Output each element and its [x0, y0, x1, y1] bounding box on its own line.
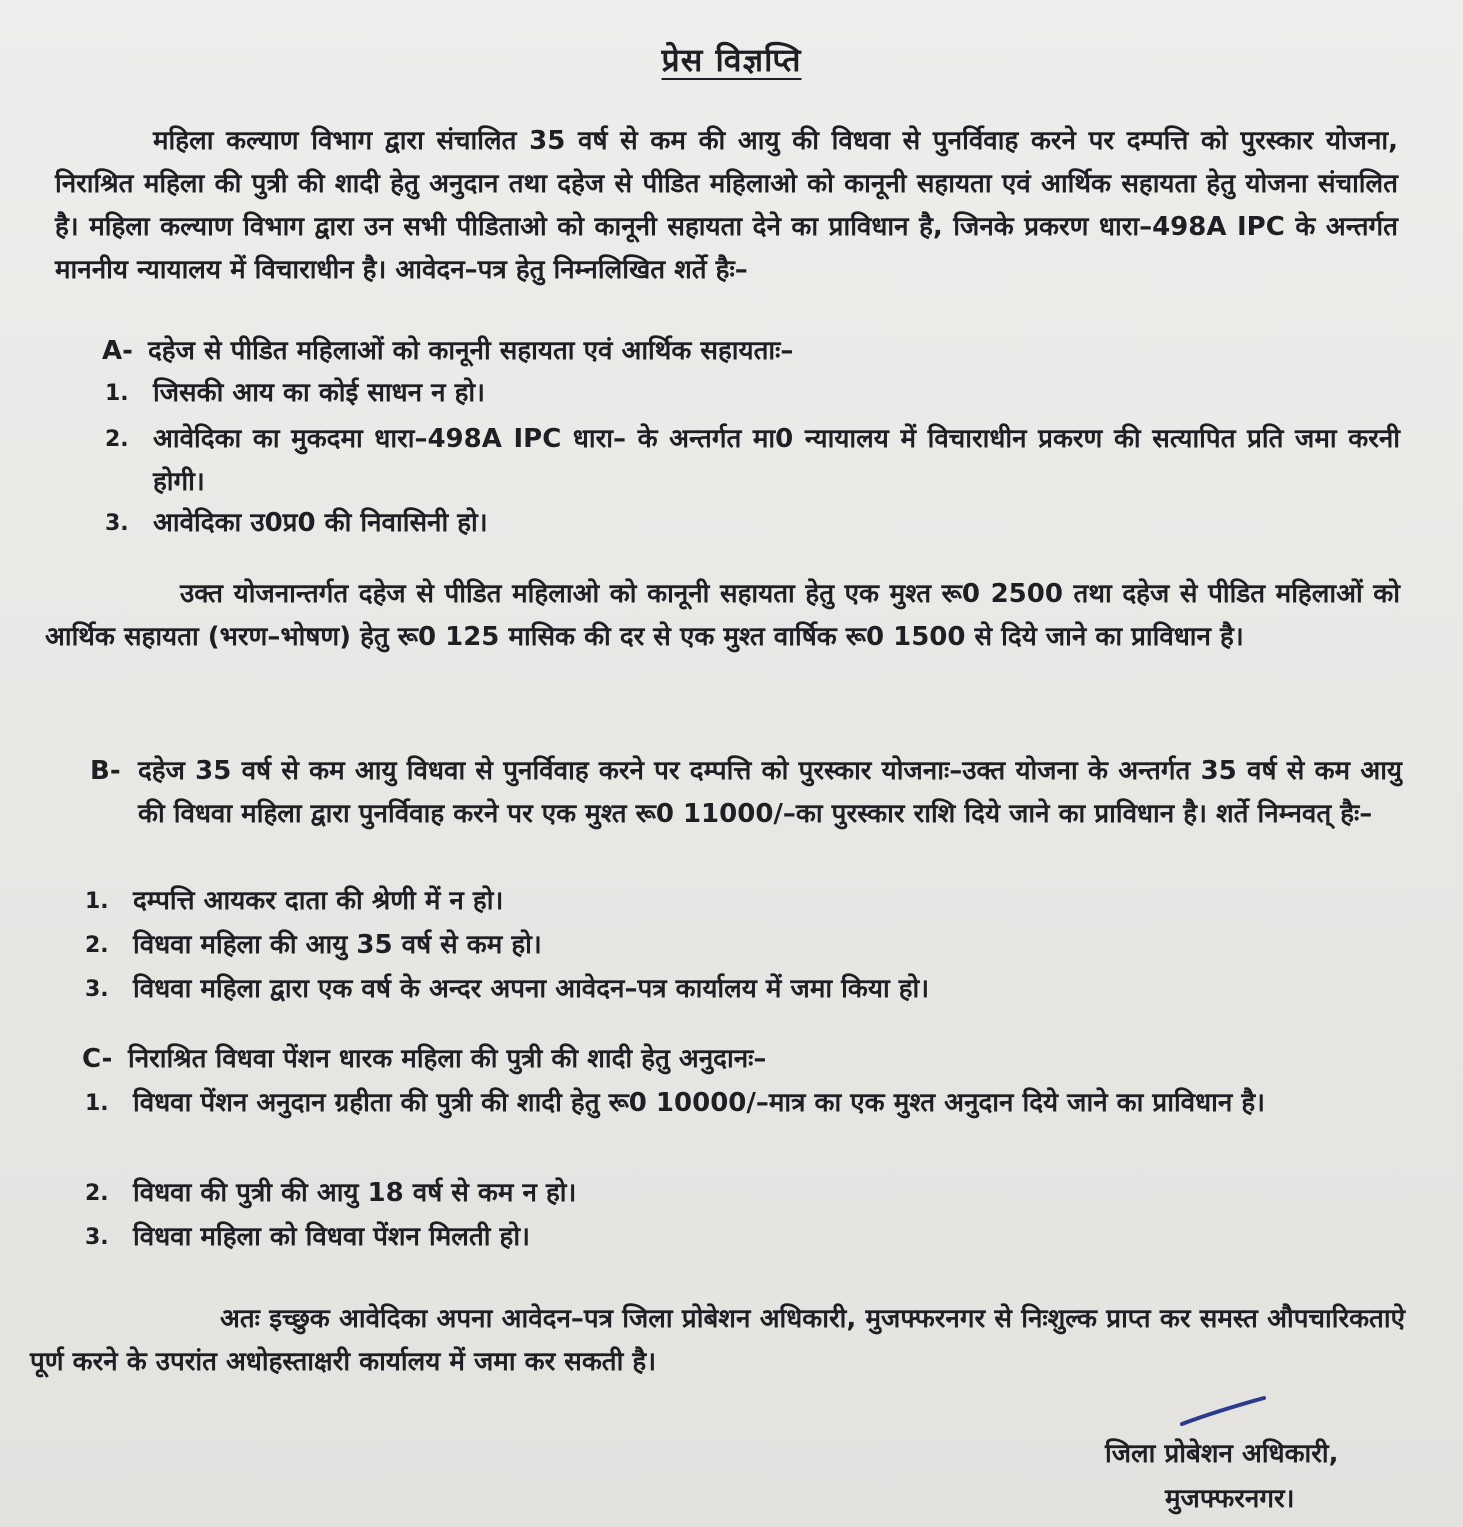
item-text: जिसकी आय का कोई साधन न हो।	[153, 378, 485, 408]
item-text: दम्पत्ति आयकर दाता की श्रेणी में न हो।	[133, 886, 504, 916]
item-number: 1.	[105, 381, 129, 406]
item-text: विधवा पेंशन अनुदान ग्रहीता की पुत्री की शादी हेतु रू0 10000/–मात्र का एक मुश्त अनुदान दिये जाने का प्राविधान है।	[133, 1088, 1266, 1118]
section-a-item-3	[105, 502, 1400, 545]
section-a-item-1	[105, 372, 1400, 415]
section-c-item-3	[85, 1216, 1405, 1259]
signatory-title: जिला प्रोबेशन अधिकारी,	[1105, 1439, 1339, 1469]
section-a-heading	[102, 330, 1402, 373]
page-title: प्रेस विज्ञप्ति	[661, 41, 802, 79]
item-number: 1.	[85, 1091, 109, 1116]
section-c-item-1	[85, 1082, 1405, 1125]
item-number: 2.	[105, 427, 129, 452]
item-number: 3.	[105, 511, 129, 536]
section-a-label: A-	[102, 336, 133, 366]
signature-mark	[1178, 1392, 1268, 1432]
section-b-heading	[90, 750, 1402, 836]
section-c-item-2	[85, 1172, 1405, 1215]
section-a-note: उक्त योजनान्तर्गत दहेज से पीडित महिलाओ को कानूनी सहायता हेतु एक मुश्त रू0 2500 तथा दहेज से पीडित महिलाओं को आर्थिक सहायता (भरण–भोषण) हेतु रू0 125 मासिक की दर से एक मुश्त वार्षिक रू0 1500 से दिये जाने का प्राविधान है।	[45, 579, 1400, 652]
closing-paragraph: अतः इच्छुक आवेदिका अपना आवेदन–पत्र जिला प्रोबेशन अधिकारी, मुजफ्फरनगर से निःशुल्क प्राप्त कर समस्त औपचारिकताऐ पूर्ण करने के उपरांत अधोहस्ताक्षरी कार्यालय में जमा कर सकती है।	[30, 1304, 1405, 1377]
item-number: 1.	[85, 889, 109, 914]
item-text: विधवा की पुत्री की आयु 18 वर्ष से कम न हो।	[133, 1178, 577, 1208]
item-text: विधवा महिला द्वारा एक वर्ष के अन्दर अपना आवेदन–पत्र कार्यालय में जमा किया हो।	[133, 974, 930, 1004]
item-number: 3.	[85, 977, 109, 1002]
item-number: 3.	[85, 1225, 109, 1250]
signatory-location: मुजफ्फरनगर।	[1165, 1484, 1295, 1514]
item-text: आवेदिका का मुकदमा धारा–498A IPC धारा– के अन्तर्गत मा0 न्यायालय में विचाराधीन प्रकरण की सत्यापित प्रति जमा करनी होगी।	[153, 424, 1400, 497]
section-b-item-3	[85, 968, 1405, 1011]
section-c-heading	[82, 1038, 1402, 1081]
intro-paragraph: महिला कल्याण विभाग द्वारा संचालित 35 वर्ष से कम की आयु की विधवा से पुनर्विवाह करने पर दम्पत्ति को पुरस्कार योजना, निराश्रित महिला की पुत्री की शादी हेतु अनुदान तथा दहेज से पीडित महिलाओ को कानूनी सहायता एवं आर्थिक सहायता हेतु योजना संचालित है। महिला कल्याण विभाग द्वारा उन सभी पीडिताओ को कानूनी सहायता देने का प्राविधान है, जिनके प्रकरण धारा–498A IPC के अन्तर्गत माननीय न्यायालय में विचाराधीन है। आवेदन–पत्र हेतु निम्नलिखित शर्ते हैः–	[55, 126, 1398, 285]
section-b-title: दहेज 35 वर्ष से कम आयु विधवा से पुनर्विवाह करने पर दम्पत्ति को पुरस्कार योजनाः–उक्त योजना के अन्तर्गत 35 वर्ष से कम आयु की विधवा महिला द्वारा पुनर्विवाह करने पर एक मुश्त रू0 11000/–का पुरस्कार राशि दिये जाने का प्राविधान है। शर्ते निम्नवत् हैः–	[138, 756, 1402, 829]
section-c-label: C-	[82, 1044, 113, 1074]
item-number: 2.	[85, 933, 109, 958]
item-number: 2.	[85, 1181, 109, 1206]
item-text: विधवा महिला को विधवा पेंशन मिलती हो।	[133, 1222, 530, 1252]
section-b-label: B-	[90, 756, 121, 786]
section-c-title: निराश्रित विधवा पेंशन धारक महिला की पुत्री की शादी हेतु अनुदानः–	[128, 1044, 767, 1074]
section-a-title: दहेज से पीडित महिलाओं को कानूनी सहायता एवं आर्थिक सहायताः–	[148, 336, 794, 366]
item-text: विधवा महिला की आयु 35 वर्ष से कम हो।	[133, 930, 542, 960]
section-b-item-1	[85, 880, 1405, 923]
section-a-item-2	[105, 418, 1400, 504]
section-b-item-2	[85, 924, 1405, 967]
item-text: आवेदिका उ0प्र0 की निवासिनी हो।	[153, 508, 488, 538]
